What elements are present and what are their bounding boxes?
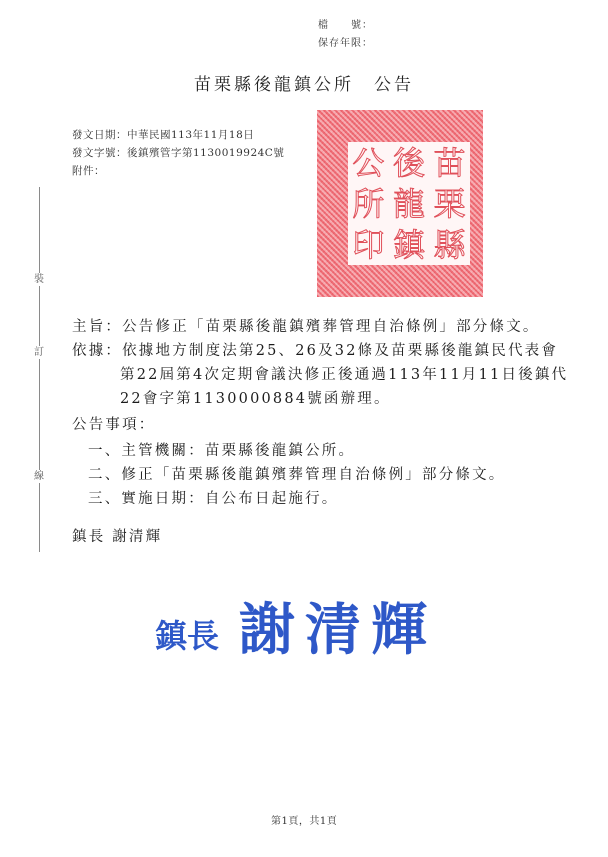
subject-label: 主旨： <box>72 319 123 335</box>
seal-char: 栗 <box>433 184 466 223</box>
announcement-item <box>88 464 506 486</box>
binding-label-bind: 裝 <box>34 274 44 285</box>
document-title: 苗栗縣後龍鎮公所 公告 <box>194 75 414 95</box>
item-number: 三、 <box>88 491 122 507</box>
basis-line: 第22屆第4次定期會議決修正後通過113年11月11日後鎮代 <box>120 367 569 383</box>
seal-char: 鎮 <box>393 225 426 264</box>
issue-date-label: 發文日期： <box>72 129 127 141</box>
file-number-label: 檔 號： <box>318 20 373 31</box>
signatory-printed-name: 鎮長 謝清輝 <box>72 529 163 545</box>
basis-line: 依據地方制度法第25、26及32條及苗栗縣後龍鎮民代表會 <box>122 343 559 359</box>
item-text: 修正「苗栗縣後龍鎮殯葬管理自治條例」部分條文。 <box>121 467 506 483</box>
binding-line <box>39 187 40 552</box>
basis <box>72 340 558 362</box>
signature-stamp-name: 謝清輝 <box>239 597 438 663</box>
official-seal <box>317 110 483 297</box>
signature-stamp <box>155 588 438 663</box>
seal-char: 公 <box>352 143 385 182</box>
issue-reference-value: 後鎮殯管字第1130019924C號 <box>127 147 285 159</box>
seal-char: 縣 <box>433 225 466 264</box>
signature-stamp-title: 鎮長 <box>155 617 220 655</box>
basis-label: 依據： <box>72 343 123 359</box>
page-indicator: 第1頁，共1頁 <box>271 816 338 827</box>
issue-date-value: 中華民國113年11月18日 <box>127 129 255 141</box>
seal-char: 龍 <box>393 184 426 223</box>
issue-reference <box>72 145 284 160</box>
item-number: 二、 <box>88 467 122 483</box>
retention-period-label: 保存年限： <box>318 38 373 49</box>
subject-text: 公告修正「苗栗縣後龍鎮殯葬管理自治條例」部分條文。 <box>122 319 540 335</box>
announcement-item <box>88 488 339 510</box>
announcement-item <box>88 440 355 462</box>
item-text: 實施日期：自公布日起施行。 <box>121 491 339 507</box>
seal-char: 苗 <box>433 143 466 182</box>
seal-char: 所 <box>352 184 385 223</box>
binding-label-line: 線 <box>34 471 44 482</box>
attachment-label: 附件： <box>72 165 105 177</box>
items-heading: 公告事項： <box>72 417 156 433</box>
basis-line: 22會字第1130000884號函辦理。 <box>120 391 391 407</box>
binding-label-staple: 訂 <box>34 347 44 358</box>
item-text: 主管機關：苗栗縣後龍鎮公所。 <box>121 443 356 459</box>
item-number: 一、 <box>88 443 122 459</box>
subject <box>72 316 540 338</box>
seal-inner-field <box>348 142 470 265</box>
issue-date <box>72 127 254 142</box>
seal-char: 後 <box>393 143 426 182</box>
issue-reference-label: 發文字號： <box>72 147 127 159</box>
seal-char: 印 <box>352 225 385 264</box>
